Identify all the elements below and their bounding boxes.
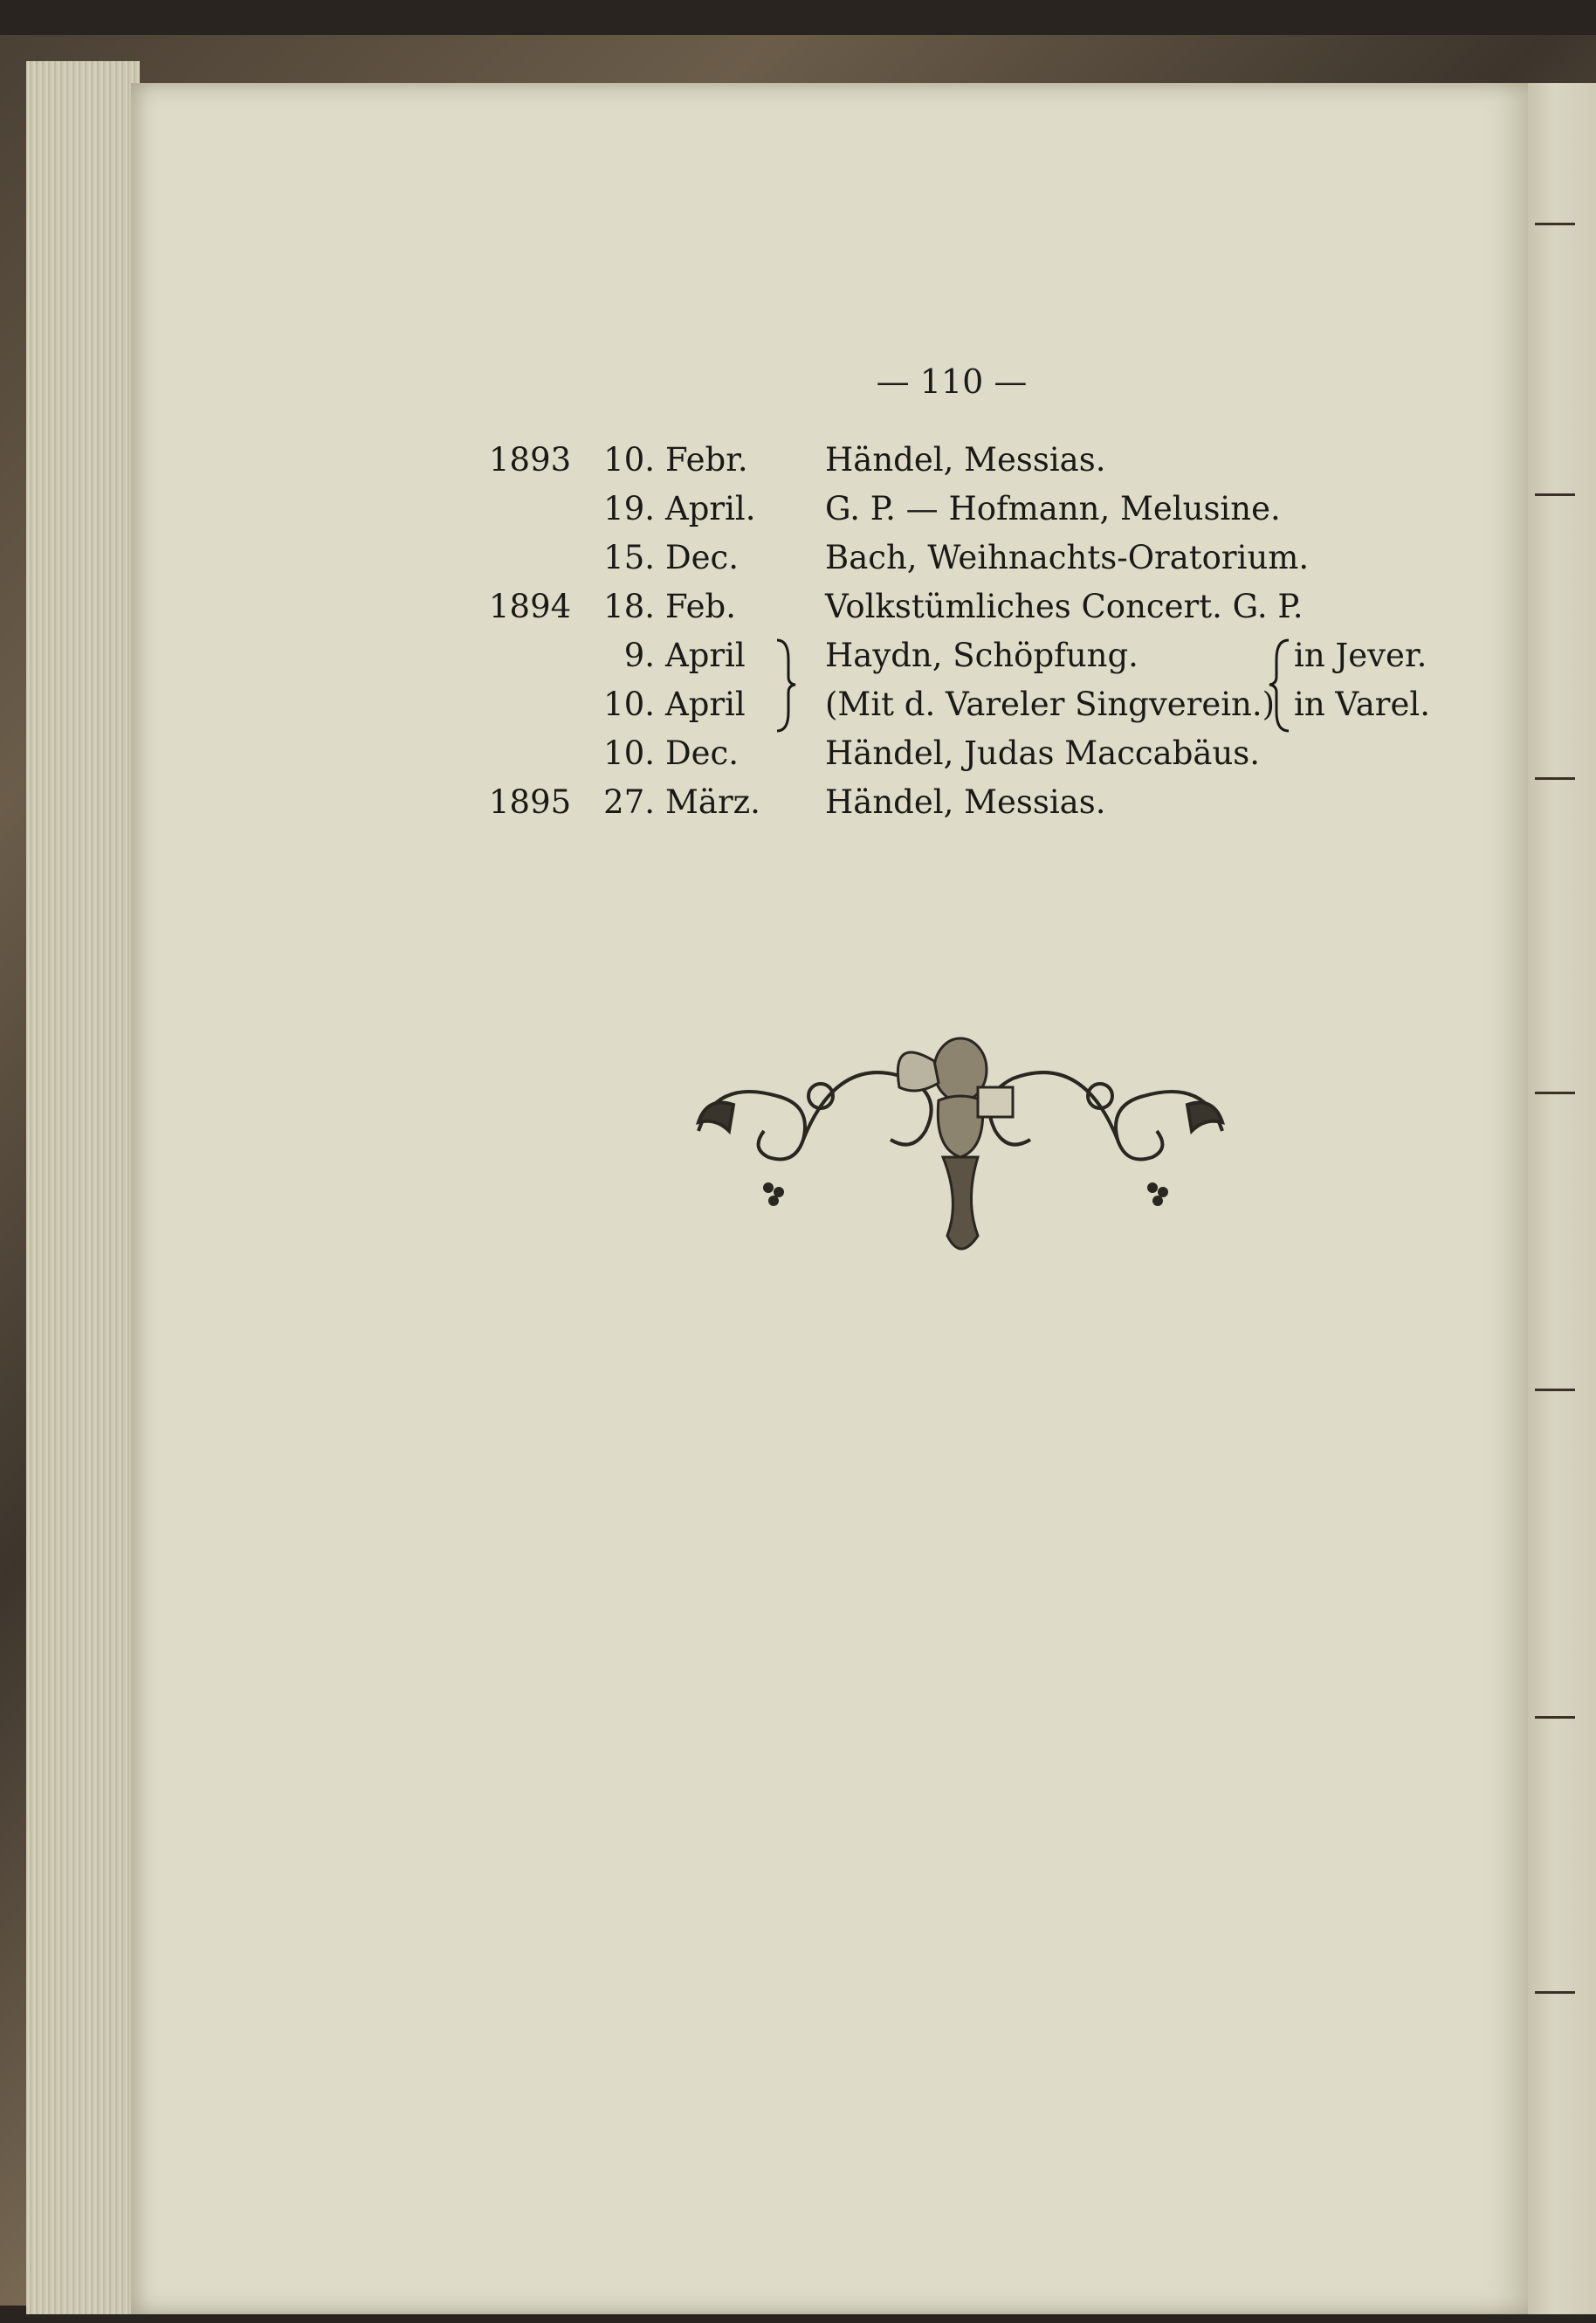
work-title: Händel, Judas Maccabäus. (825, 734, 1261, 772)
binding-stitch (1535, 1389, 1575, 1400)
binding-stitch (1535, 1092, 1575, 1103)
page-edges (26, 61, 140, 2314)
work-title: G. P. — Hofmann, Melusine. (825, 490, 1281, 527)
day: 15. (603, 539, 655, 576)
year: 1893 (489, 441, 572, 479)
date-brace (773, 633, 799, 736)
month: Dec. (665, 539, 740, 576)
page-number: — 110 — (876, 362, 1028, 401)
year: 1894 (489, 588, 572, 625)
work-title: Haydn, Schöpfung. (825, 637, 1139, 674)
day: 18. (603, 588, 655, 625)
month: Feb. (665, 588, 736, 625)
work-title: Bach, Weihnachts-Oratorium. (825, 539, 1310, 576)
day: 19. (603, 490, 655, 527)
work-title: (Mit d. Vareler Singverein.) (825, 686, 1276, 723)
cherub-ornament (681, 1000, 1240, 1279)
month: April. (665, 490, 756, 527)
book-page (131, 83, 1528, 2314)
binding-stitch (1535, 223, 1575, 234)
month: Dec. (665, 734, 740, 772)
day: 10. (603, 734, 655, 772)
place: in Varel. (1294, 686, 1430, 723)
work-title: Händel, Messias. (825, 441, 1106, 479)
month: April (665, 637, 746, 674)
work-title: Händel, Messias. (825, 783, 1106, 821)
binding-stitch (1535, 493, 1575, 505)
page-gutter (1528, 83, 1596, 2314)
place-brace (1266, 633, 1292, 736)
month: März. (665, 783, 760, 821)
work-title: Volkstümliches Concert. G. P. (825, 588, 1304, 625)
day: 9. (623, 637, 655, 674)
binding-stitch (1535, 1991, 1575, 2002)
binding-stitch (1535, 777, 1575, 789)
year: 1895 (489, 783, 572, 821)
day: 27. (603, 783, 655, 821)
place: in Jever. (1294, 637, 1427, 674)
binding-stitch (1535, 1716, 1575, 1727)
day: 10. (603, 441, 655, 479)
month: Febr. (665, 441, 748, 479)
day: 10. (603, 686, 655, 723)
month: April (665, 686, 746, 723)
